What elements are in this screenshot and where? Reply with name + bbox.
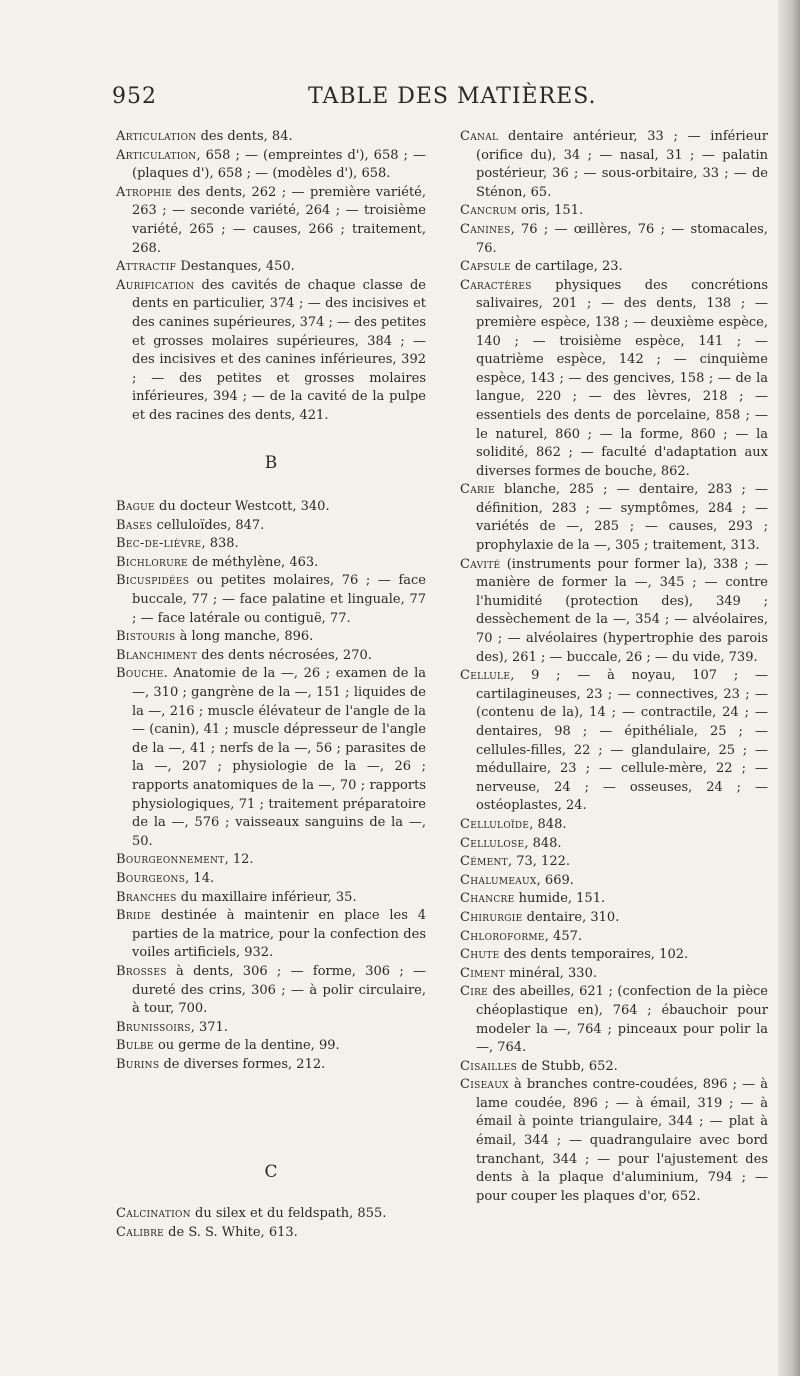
index-entry — [460, 983, 768, 1057]
entry-headword: Capsule — [460, 259, 511, 275]
entry-text: du docteur Westcott, 340. — [154, 499, 330, 515]
entry-headword: Brosses — [116, 963, 167, 979]
entry-headword: Bicuspidées — [116, 573, 190, 589]
index-entry — [460, 258, 768, 277]
index-entry — [116, 535, 426, 554]
entry-text: (instruments pour former la), 338 ; — manière de former la —, 345 ; — contre l'humidité (protection des), 349 ; dessèchement de la —, 354 ; — alvéolaires, 70 ; — alvéolaires (hypertrophie des parois des), 261 ; — buccale, 26 ; — du vide, 739. — [476, 556, 768, 665]
index-entry — [460, 835, 768, 854]
entry-text: des dents nécrosées, 270. — [197, 647, 372, 663]
index-entry — [460, 1076, 768, 1206]
index-entry — [460, 890, 768, 909]
index-entry — [116, 1224, 426, 1243]
entry-text: du silex et du feldspath, 855. — [190, 1206, 387, 1222]
entry-text: de S. S. White, 613. — [164, 1224, 298, 1240]
entry-text: , 457. — [544, 928, 583, 944]
entry-text: . Anatomie de la —, 26 ; examen de la —, 310 ; gangrène de la —, 151 ; liquides de la —, 216 ; muscle élévateur de l'angle de la — (canin), 41 ; muscle dépresseur de l'angle de la —, 41 ; nerfs de la —, 56 ; parasites de la —, 207 ; physiologie de la —, 26 ; rapports anatomiques de la —, 70 ; rapports physiologiques, 71 ; traitement préparatoire de la —, 576 ; vaisseaux sanguins de la —, 50. — [132, 666, 426, 849]
page-number: 952 — [112, 84, 157, 109]
index-entry — [460, 481, 768, 555]
entry-text: à long manche, 896. — [175, 629, 314, 645]
entry-text: , 658 ; — (empreintes d'), 658 ; — (plaques d'), 658 ; — (modèles d'), 658. — [132, 147, 426, 182]
entry-headword: Articulation — [116, 129, 197, 144]
entries-a — [116, 128, 426, 426]
entry-text: , 76 ; — œillères, 76 ; — stomacales, 76. — [476, 221, 768, 256]
entry-headword: Burins — [116, 1056, 160, 1072]
entry-text: minéral, 330. — [504, 965, 597, 981]
index-entry — [116, 889, 426, 908]
entry-text: des dents, 262 ; — première variété, 263 ; — seconde variété, 264 ; — troisième variété, 265 ; — causes, 266 ; traitement, 268. — [132, 184, 426, 256]
entry-headword: Canal — [460, 129, 499, 144]
index-entry — [460, 556, 768, 668]
entry-headword: Atrophie — [116, 184, 172, 200]
entry-headword: Blanchiment — [116, 647, 198, 663]
entry-text: celluloïdes, 847. — [152, 517, 265, 533]
entry-text: oris, 151. — [516, 203, 584, 219]
entry-headword: Carie — [460, 482, 495, 498]
index-entry — [460, 965, 768, 984]
entry-text: ou germe de la dentine, 99. — [153, 1038, 340, 1054]
entry-text: à branches contre-coudées, 896 ; — à lame coudée, 896 ; — à émail, 319 ; — à émail à pointe triangulaire, 344 ; — plat à émail, 344 ; — quadrangulaire avec bord tranchant, 344 ; — pour l'ajustement des dents à la plaque d'aluminium, 794 ; — pour couper les plaques d'or, 652. — [476, 1077, 768, 1204]
entry-text: des dents, 84. — [196, 129, 293, 144]
entries-b — [116, 498, 426, 1074]
index-entry — [460, 128, 768, 202]
entry-headword: Cire — [460, 984, 489, 1000]
entry-headword: Bases — [116, 517, 153, 533]
index-entry — [116, 1037, 426, 1056]
entry-text: , 73, 122. — [507, 854, 571, 870]
entry-text: des dents temporaires, 102. — [499, 947, 689, 963]
entry-text: dentaire, 310. — [522, 909, 620, 925]
entry-headword: Bouche — [116, 666, 164, 682]
index-entry — [460, 872, 768, 891]
entry-headword: Chloroforme — [460, 928, 545, 944]
entry-headword: Bride — [116, 908, 152, 924]
entry-headword: Cellulose — [460, 835, 525, 851]
page-edge-shadow — [778, 0, 800, 1376]
index-entry — [460, 853, 768, 872]
entry-headword: Chancre — [460, 891, 515, 907]
entry-text: à dents, 306 ; — forme, 306 ; — dureté des crins, 306 ; — à polir circulaire, à tour, 700. — [132, 963, 426, 1017]
index-entry — [116, 517, 426, 536]
entry-headword: Aurification — [116, 277, 195, 293]
entry-headword: Calcination — [116, 1206, 191, 1222]
index-entry — [116, 851, 426, 870]
entry-headword: Bulbe — [116, 1038, 154, 1054]
index-entry — [460, 667, 768, 816]
page-header — [112, 84, 652, 114]
entry-text: , 12. — [224, 852, 254, 868]
index-entry — [116, 498, 426, 517]
entry-headword: Celluloïde — [460, 816, 530, 832]
entry-headword: Bistouris — [116, 629, 176, 645]
entry-headword: Calibre — [116, 1224, 165, 1240]
entry-text: du maxillaire inférieur, 35. — [176, 889, 357, 905]
running-title: TABLE DES MATIÈRES. — [308, 84, 597, 109]
index-entry — [116, 647, 426, 666]
entry-headword: Chirurgie — [460, 909, 523, 925]
entry-headword: Chute — [460, 947, 500, 963]
index-entry — [116, 184, 426, 258]
left-column — [116, 128, 426, 1242]
entry-headword: Bague — [116, 499, 155, 515]
index-entry — [116, 128, 426, 147]
entries-c — [116, 1205, 426, 1242]
entry-headword: Ciment — [460, 965, 505, 981]
index-entry — [116, 554, 426, 573]
index-entry — [116, 907, 426, 963]
entry-text: destinée à maintenir en place les 4 parties de la matrice, pour la confection des voiles artificiels, 932. — [132, 908, 426, 961]
entry-headword: Branches — [116, 889, 177, 905]
index-entry — [116, 147, 426, 184]
entry-text: de méthylène, 463. — [187, 554, 319, 570]
index-entry — [116, 870, 426, 889]
entry-headword: Bichlorure — [116, 554, 188, 570]
entry-headword: Cisailles — [460, 1058, 518, 1074]
entry-headword: Bourgeons — [116, 870, 186, 886]
entries-c-continued — [460, 128, 768, 1206]
index-entry — [116, 1056, 426, 1075]
index-entry — [460, 928, 768, 947]
entry-text: blanche, 285 ; — dentaire, 283 ; — définition, 283 ; — symptômes, 284 ; — variétés de —, 285 ; — causes, 293 ; prophylaxie de la —, 305 ; traitement, 313. — [476, 482, 768, 554]
index-entry — [116, 628, 426, 647]
entry-text: , 848. — [529, 816, 567, 832]
index-entry — [460, 277, 768, 482]
entry-text: dentaire antérieur, 33 ; — inférieur (orifice du), 34 ; — nasal, 31 ; — palatin postérieur, 36 ; — sous-orbitaire, 33 ; — de Sténon, 65. — [476, 129, 768, 200]
entry-text: , 848. — [524, 835, 562, 851]
index-entry — [460, 1058, 768, 1077]
entry-text: des cavités de chaque classe de dents en particulier, 374 ; — des incisives et des canines supérieures, 374 ; — des petites et grosses molaires supérieures, 384 ; — des incisives et des canines inférieures, 392 ; — des petites et grosses molaires inférieures, 394 ; — de la cavité de la pulpe et des racines des dents, 421. — [132, 277, 426, 423]
entry-headword: Cément — [460, 854, 508, 870]
entry-headword: Chalumeaux — [460, 872, 537, 888]
index-entry — [116, 1019, 426, 1038]
index-entry — [116, 572, 426, 628]
entry-headword: Canines — [460, 221, 511, 237]
entry-headword: Articulation — [116, 147, 197, 163]
index-entry — [460, 202, 768, 221]
entry-headword: Cellule — [460, 668, 511, 684]
entry-text: de cartilage, 23. — [510, 259, 623, 275]
entry-text: Destanques, 450. — [176, 259, 295, 275]
index-entry — [460, 909, 768, 928]
index-entry — [460, 816, 768, 835]
index-entry — [116, 258, 426, 277]
index-entry — [116, 1205, 426, 1224]
entry-text: , 371. — [190, 1019, 228, 1035]
entry-text: des abeilles, 621 ; (confection de la pièce chéoplastique en), 764 ; ébauchoir pour modeler la —, 764 ; pinceaux pour polir la —, 764. — [476, 984, 768, 1056]
entry-text: , 838. — [201, 536, 239, 552]
entry-headword: Bourgeonnement — [116, 852, 225, 868]
section-letter-c: C — [264, 1161, 278, 1182]
entry-text: , 14. — [185, 870, 215, 886]
right-column — [460, 128, 768, 1206]
entry-headword: Attractif — [116, 259, 177, 275]
entry-headword: Bec-de-lièvre — [116, 536, 202, 552]
entry-headword: Brunissoirs — [116, 1019, 191, 1035]
entry-text: de Stubb, 652. — [517, 1058, 618, 1074]
entry-headword: Cancrum — [460, 203, 517, 219]
entry-headword: Ciseaux — [460, 1077, 509, 1093]
entry-text: , 9 ; — à noyau, 107 ; — cartilagineuses, 23 ; — connectives, 23 ; — (contenu de la), 14 ; — contractile, 24 ; — dentaires, 98 ; — épithéliale, 25 ; — cellules-filles, 22 ; — glandulaire, 25 ; — médullaire, 23 ; — cellule-mère, 22 ; — nerveuse, 24 ; — osseuses, 24 ; — ostéoplastes, 24. — [476, 668, 768, 814]
entry-text: humide, 151. — [514, 891, 606, 907]
index-entry — [460, 946, 768, 965]
index-entry — [460, 221, 768, 258]
entry-text: physiques des concrétions salivaires, 201 ; — des dents, 138 ; — première espèce, 138 ; — deuxième espèce, 140 ; — troisième espèce, 141 ; — quatrième espèce, 142 ; — cinquième espèce, 143 ; — des gencives, 158 ; — de la langue, 220 ; — des lèvres, 218 ; — essentiels des dents de porcelaine, 858 ; — le naturel, 860 ; — la forme, 860 ; — la solidité, 862 ; — faculté d'adaptation aux diverses formes de bouche, 862. — [476, 277, 768, 479]
entry-text: ou petites molaires, 76 ; — face buccale, 77 ; — face palatine et linguale, 77 ; — face latérale ou contiguë, 77. — [132, 573, 426, 626]
entry-text: de diverses formes, 212. — [159, 1056, 326, 1072]
section-letter-b: B — [264, 452, 278, 473]
entry-headword: Caractères — [460, 277, 532, 293]
index-entry — [116, 277, 426, 426]
entry-headword: Cavité — [460, 556, 501, 572]
index-entry — [116, 665, 426, 851]
index-entry — [116, 963, 426, 1019]
entry-text: , 669. — [536, 872, 574, 888]
